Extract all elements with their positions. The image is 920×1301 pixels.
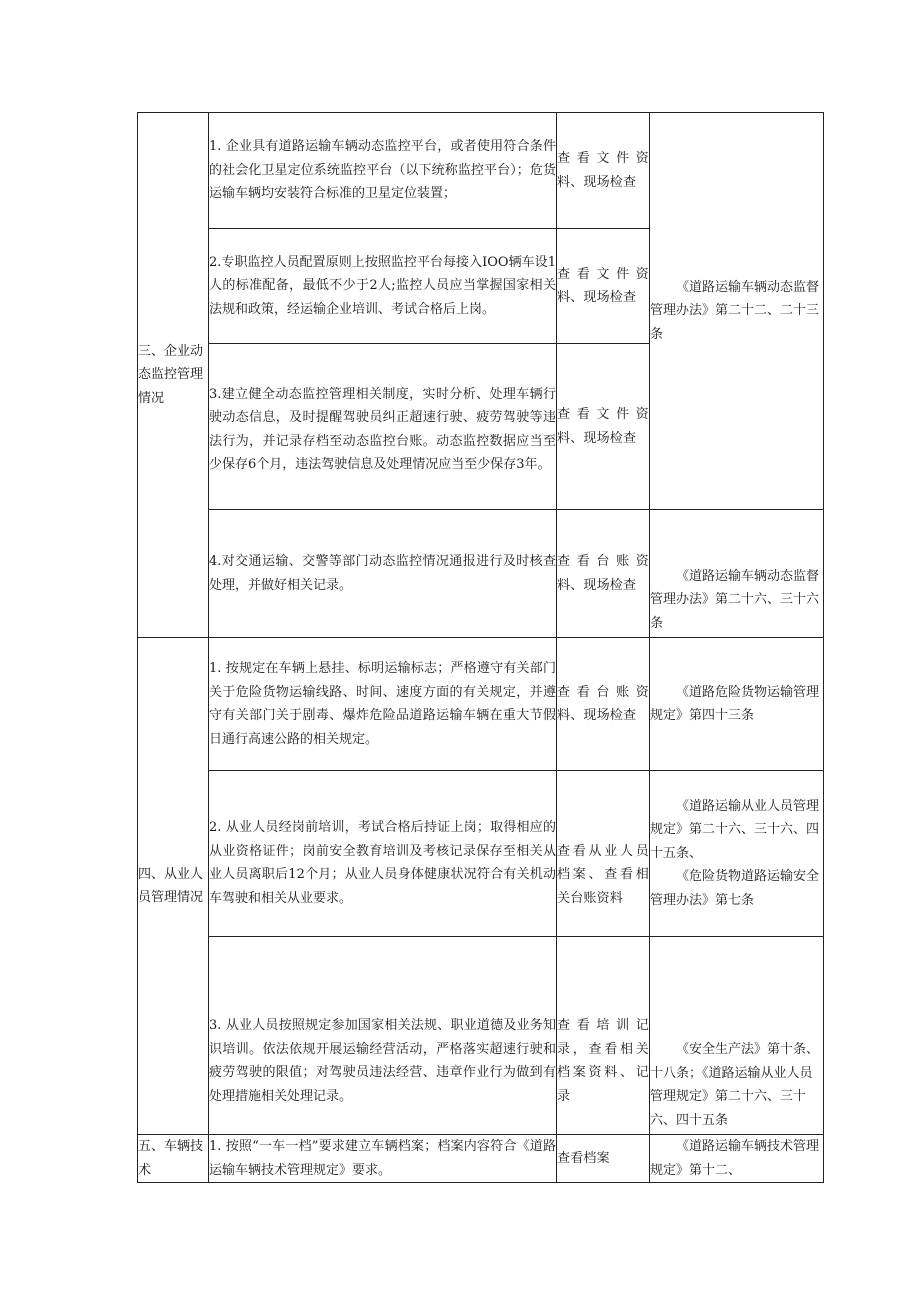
table-row: [138, 771, 824, 937]
method-cell: 查看档案: [557, 1135, 650, 1183]
requirement-cell: 4.对交通运输、交警等部门动态监控情况通报进行及时核查处理，并做好相关记录。: [209, 510, 557, 638]
category-cell-personnel: 四、从业人员管理情况: [138, 638, 209, 1135]
table-row: [138, 510, 824, 638]
basis-text: 《危险货物道路运输安全管理办法》第七条: [650, 869, 820, 908]
method-cell: 查看台账资料、现场检查: [557, 638, 650, 771]
basis-cell: [650, 937, 824, 1135]
basis-cell: [650, 113, 824, 510]
table-row: [138, 937, 824, 1135]
inspection-table: [137, 112, 824, 1183]
basis-text: 《安全生产法》第十条、十八条；《道路运输从业人员管理规定》第二十六、三十六、四十五条: [650, 1042, 820, 1128]
requirement-cell: 1. 企业具有道路运输车辆动态监控平台，或者使用符合条件的社会化卫星定位系统监控平台（以下统称监控平台）；危货运输车辆均安装符合标准的卫星定位装置；: [209, 113, 557, 229]
basis-text: 《道路运输车辆动态监督管理办法》第二十六、三十六条: [650, 568, 820, 631]
requirement-cell: 3. 从业人员按照规定参加国家相关法规、职业道德及业务知识培训。依法依规开展运输经营活动，严格落实超速行驶和疲劳驾驶的限值；对驾驶员违法经营、违章作业行为做到有处理措施相关处理记录。: [209, 937, 557, 1135]
basis-cell: [650, 638, 824, 771]
requirement-cell: 2.专职监控人员配置原则上按照监控平台每接入IOO辆车设1人的标准配备，最低不少于2人;监控人员应当掌握国家相关法规和政策，经运输企业培训、考试合格后上岗。: [209, 229, 557, 344]
basis-text: 《道路运输从业人员管理规定》第二十六、三十六、四十五条、: [650, 798, 820, 861]
basis-cell: [650, 510, 824, 638]
table-row: [138, 638, 824, 771]
method-cell: 查看从业人员档案、查看相关台账资料: [557, 771, 650, 937]
table-row: [138, 113, 824, 229]
table-row: [138, 1135, 824, 1183]
requirement-cell: 1. 按照“一车一档”要求建立车辆档案；档案内容符合《道路运输车辆技术管理规定》要求。: [209, 1135, 557, 1183]
category-cell-monitoring: 三、企业动态监控管理情况: [138, 113, 209, 638]
category-cell-vehicle: 五、车辆技术: [138, 1135, 209, 1183]
basis-cell: [650, 771, 824, 937]
requirement-cell: 2. 从业人员经岗前培训，考试合格后持证上岗；取得相应的从业资格证件；岗前安全教育培训及考核记录保存至相关从业人员离职后12个月；从业人员身体健康状况符合有关机动车驾驶和相关从业要求。: [209, 771, 557, 937]
method-cell: 查看培训记录，查看相关档案资料、记录: [557, 937, 650, 1135]
basis-cell: [650, 1135, 824, 1183]
basis-text: 《道路运输车辆技术管理规定》第十二、: [650, 1139, 820, 1178]
method-cell: 查看文件资料、现场检查: [557, 113, 650, 229]
requirement-cell: 1. 按规定在车辆上悬挂、标明运输标志；严格遵守有关部门关于危险货物运输线路、时间、速度方面的有关规定，并遵守有关部门关于剧毒、爆炸危险品道路运输车辆在重大节假日通行高速公路的相关规定。: [209, 638, 557, 771]
method-cell: 查看文件资料、现场检查: [557, 344, 650, 510]
basis-text: 《道路危险货物运输管理规定》第四十三条: [650, 684, 820, 723]
basis-text: 《道路运输车辆动态监督管理办法》第二十二、二十三条: [650, 279, 820, 342]
requirement-cell: 3.建立健全动态监控管理相关制度，实时分析、处理车辆行驶动态信息，及时提醒驾驶员纠正超速行驶、疲劳驾驶等违法行为，并记录存档至动态监控台账。动态监控数据应当至少保存6个月，违法驾驶信息及处理情况应当至少保存3年。: [209, 344, 557, 510]
method-cell: 查看文件资料、现场检查: [557, 229, 650, 344]
method-cell: 查看台账资料、现场检查: [557, 510, 650, 638]
